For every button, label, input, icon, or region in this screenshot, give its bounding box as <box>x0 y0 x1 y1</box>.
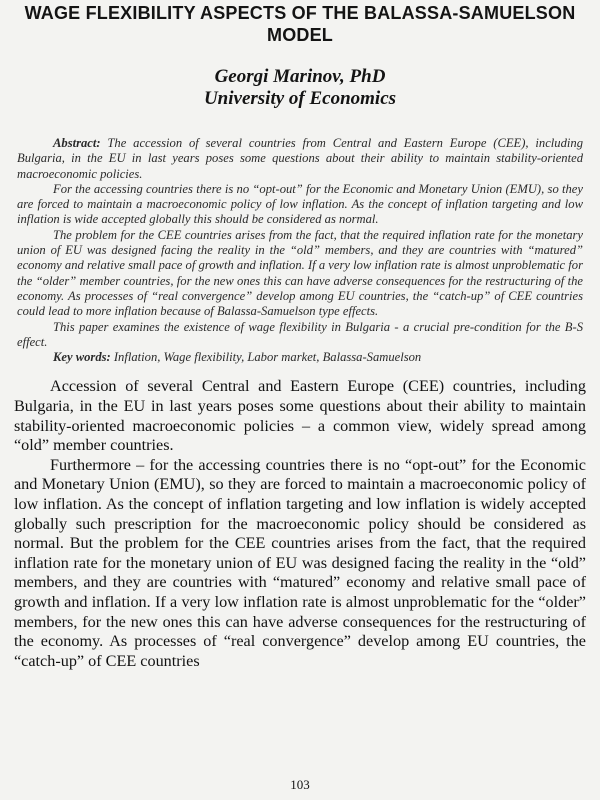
body-paragraph: Accession of several Central and Eastern Europe (CEE) countries, including Bulgaria, in the EU in last years poses some questions about their ability to maintain stability-oriented macroeconomic policies – a common view, widely spread among “old” member countries. <box>14 377 586 455</box>
paper-title: WAGE FLEXIBILITY ASPECTS OF THE BALASSA-SAMUELSON MODEL <box>24 3 576 45</box>
abstract-label: Abstract: <box>53 136 101 150</box>
body-text <box>14 377 586 671</box>
keywords-text: Inflation, Wage flexibility, Labor market, Balassa-Samuelson <box>110 350 422 365</box>
abstract-paragraph: The problem for the CEE countries arises from the fact, that the required inflation rate for the monetary union of EU was designed facing the reality in the “old” members, and they are countries with “matured” economy and relative small pace of growth and inflation. If a very low inflation rate is almost unproblematic for the “older” member countries, for the new ones this can have adverse consequences for the restructuring of the economy. As processes of “real convergence” develop among EU countries, the “catch-up” of CEE countries could lead to more inflation because of Balassa-Samuelson type effects. <box>17 227 583 319</box>
author-name: Georgi Marinov, PhD <box>214 66 386 87</box>
abstract-paragraph: This paper examines the existence of wage flexibility in Bulgaria - a crucial pre-condition for the B-S effect. <box>17 319 583 349</box>
body-paragraph: Furthermore – for the accessing countries there is no “opt-out” for the Economic and Monetary Union (EMU), so they are forced to maintain a macroeconomic policy of low inflation. As the concept of inflation targeting and low inflation is widely accepted globally such prescription for the macroeconomic policy should be considered as normal. But the problem for the CEE countries arises from the fact, that the required inflation rate for the monetary union of EU was designed facing the reality in the “old” members, and they are countries with “matured” economy and relative small pace of growth and inflation. If a very low inflation rate is almost unproblematic for the “older” members, for the new ones this can have adverse consequences for the restructuring of the economy. As processes of “real convergence” develop among EU countries, the “catch-up” of CEE countries <box>14 455 586 670</box>
keywords-line <box>17 350 583 365</box>
abstract <box>17 136 583 365</box>
abstract-paragraph: For the accessing countries there is no “opt-out” for the Economic and Monetary Union (EMU), so they are forced to maintain a macroeconomic policy of low inflation. As the concept of inflation targeting and low inflation is wide accepted globally this should be considered as normal. <box>17 181 583 227</box>
abstract-text: The accession of several countries from Central and Eastern Europe (CEE), including Bulgaria, in the EU in last years poses some questions about their ability to maintain stability-oriented macroeconomic policies. <box>17 136 583 181</box>
abstract-paragraph <box>17 136 583 182</box>
page-number: 103 <box>290 777 310 792</box>
author-affiliation: University of Economics <box>203 88 397 109</box>
keywords-label: Key words: <box>53 350 111 365</box>
